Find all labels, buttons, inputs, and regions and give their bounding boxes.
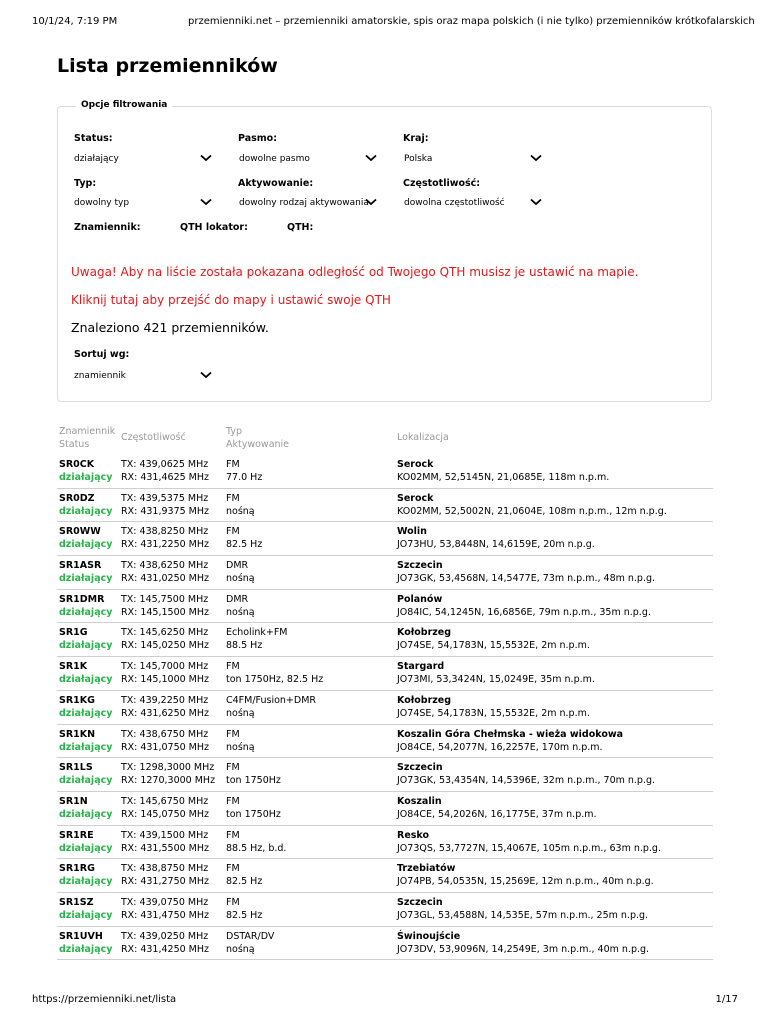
pasmo-label: Pasmo: — [238, 133, 277, 144]
callsign-link[interactable]: SR0CK — [59, 459, 95, 470]
location-details: JO73GK, 53,4568N, 14,5477E, 73m n.p.m., 48m n.p.g. — [397, 573, 656, 585]
print-date: 10/1/24, 7:19 PM — [32, 16, 118, 27]
tx-frequency: TX: 1298,3000 MHz — [121, 762, 215, 774]
kraj-select[interactable] — [404, 152, 542, 168]
location-name[interactable]: Serock — [397, 459, 434, 470]
callsign-cell — [59, 930, 112, 956]
location-cell — [397, 761, 655, 787]
aktywowanie-label: Aktywowanie: — [238, 178, 314, 189]
tx-frequency: TX: 438,8750 MHz — [121, 863, 209, 875]
znamiennik-label: Znamiennik: — [74, 222, 141, 233]
frequency-cell — [121, 862, 209, 888]
callsign-cell — [59, 593, 112, 619]
tx-frequency: TX: 145,7000 MHz — [121, 661, 209, 673]
activation: 88.5 Hz, b.d. — [226, 842, 287, 854]
location-details: JO73HU, 53,8448N, 14,6159E, 20m n.p.g. — [397, 539, 595, 551]
col-header-typ-aktywowanie[interactable] — [226, 425, 289, 451]
type-cell — [226, 896, 262, 922]
activation: 77.0 Hz — [226, 472, 263, 483]
frequency-cell — [121, 761, 215, 787]
typ-label: Typ: — [74, 178, 97, 189]
map-link[interactable]: Kliknij tutaj aby przejść do mapy i ustawić swoje QTH — [71, 293, 391, 307]
col-header-lokalizacja[interactable]: Lokalizacja — [397, 432, 449, 443]
callsign-link[interactable]: SR1UVH — [59, 930, 103, 942]
table-row[interactable] — [57, 792, 713, 826]
table-row[interactable] — [57, 657, 713, 691]
tx-frequency: TX: 438,6250 MHz — [121, 560, 209, 572]
rx-frequency: RX: 431,5500 MHz — [121, 842, 210, 854]
callsign-link[interactable]: SR1KN — [59, 728, 96, 740]
type-cell — [226, 862, 262, 888]
location-cell — [397, 458, 609, 484]
rx-frequency: RX: 431,6250 MHz — [121, 707, 210, 719]
frequency-cell — [121, 626, 209, 652]
location-details: JO74PB, 54,0535N, 15,2569E, 12m n.p.m., 40m n.p.g. — [397, 876, 654, 888]
pasmo-select-value: dowolne pasmo — [239, 154, 310, 164]
location-details: JO73DV, 53,9096N, 14,2549E, 3m n.p.m., 40m n.p.g. — [397, 943, 650, 955]
callsign-link[interactable]: SR1LS — [59, 762, 93, 774]
repeater-type: FM — [226, 795, 240, 807]
table-row[interactable] — [57, 489, 713, 523]
repeater-type: FM — [226, 526, 240, 538]
activation: 82.5 Hz — [226, 539, 263, 551]
tx-frequency: TX: 145,7500 MHz — [121, 593, 209, 605]
print-page-number: 1/17 — [715, 994, 738, 1005]
table-row[interactable] — [57, 623, 713, 657]
rx-frequency: RX: 431,0250 MHz — [121, 573, 210, 585]
rx-frequency: RX: 431,9375 MHz — [121, 505, 210, 517]
sort-label: Sortuj wg: — [74, 349, 130, 360]
aktywowanie-select-value: dowolny rodzaj aktywowania — [239, 198, 369, 208]
repeater-type: FM — [226, 762, 240, 774]
status-text: działający — [59, 909, 113, 921]
frequency-cell — [121, 930, 209, 956]
repeater-table-body — [57, 455, 713, 960]
czestotliwosc-select-value: dowolna częstotliwość — [404, 198, 505, 208]
status-text: działający — [59, 808, 113, 820]
callsign-link[interactable]: SR1KG — [59, 694, 95, 706]
location-name[interactable]: Szczecin — [397, 896, 443, 908]
rx-frequency: RX: 431,4750 MHz — [121, 909, 210, 921]
type-cell — [226, 492, 255, 518]
callsign-cell — [59, 795, 112, 821]
activation: 88.5 Hz — [226, 640, 263, 652]
tx-frequency: TX: 439,1500 MHz — [121, 829, 209, 841]
activation: ton 1750Hz — [226, 808, 281, 820]
location-cell — [397, 626, 590, 652]
callsign-cell — [59, 626, 112, 652]
location-name[interactable]: Koszalin Góra Chełmska - wieża widokowa — [397, 728, 624, 740]
location-cell — [397, 694, 590, 720]
status-text: działający — [59, 674, 113, 686]
callsign-cell — [59, 896, 112, 922]
location-cell — [397, 795, 597, 821]
rx-frequency: RX: 145,1500 MHz — [121, 606, 210, 618]
pasmo-select[interactable] — [239, 152, 377, 168]
frequency-cell — [121, 593, 209, 619]
filter-legend: Opcje filtrowania — [76, 100, 172, 110]
print-header — [32, 16, 755, 30]
col-header-znamiennik: Znamiennik — [59, 426, 116, 437]
frequency-cell — [121, 795, 209, 821]
type-cell — [226, 559, 255, 585]
type-cell — [226, 458, 262, 484]
table-row[interactable] — [57, 927, 713, 961]
type-cell — [226, 694, 316, 720]
table-row[interactable] — [57, 590, 713, 624]
status-text: działający — [59, 842, 113, 854]
location-name[interactable]: Polanów — [397, 593, 443, 605]
activation: 82.5 Hz — [226, 909, 263, 921]
table-row[interactable] — [57, 691, 713, 725]
location-cell — [397, 728, 623, 754]
activation: nośną — [226, 606, 255, 618]
table-row[interactable] — [57, 859, 713, 893]
status-select[interactable] — [74, 152, 212, 168]
callsign-link[interactable]: SR0WW — [59, 526, 101, 538]
col-header-czestotliwosc[interactable]: Częstotliwość — [121, 432, 186, 443]
location-name[interactable]: Kołobrzeg — [397, 627, 452, 639]
frequency-cell — [121, 559, 209, 585]
callsign-link[interactable]: SR1DMR — [59, 593, 105, 605]
aktywowanie-select[interactable] — [239, 196, 377, 212]
location-name[interactable]: Świnoujście — [397, 930, 461, 942]
activation: nośną — [226, 573, 255, 585]
location-details: KO02MM, 52,5145N, 21,0685E, 118m n.p.m. — [397, 472, 610, 483]
frequency-cell — [121, 492, 209, 518]
status-text: działający — [59, 539, 113, 551]
type-cell — [226, 829, 286, 855]
table-row[interactable] — [57, 455, 713, 489]
location-details: JO84CE, 54,2026N, 16,1775E, 37m n.p.m. — [397, 808, 597, 820]
activation: nośną — [226, 707, 255, 719]
tx-frequency: TX: 439,0625 MHz — [121, 459, 209, 470]
type-cell — [226, 626, 287, 652]
location-cell — [397, 896, 648, 922]
tx-frequency: TX: 438,8250 MHz — [121, 526, 209, 538]
status-text: działający — [59, 640, 113, 652]
type-cell — [226, 761, 281, 787]
table-row[interactable] — [57, 826, 713, 860]
location-name[interactable]: Serock — [397, 492, 434, 504]
status-text: działający — [59, 707, 113, 719]
rx-frequency: RX: 431,2750 MHz — [121, 876, 210, 888]
location-details: JO74SE, 54,1783N, 15,5532E, 2m n.p.m. — [397, 707, 590, 719]
callsign-link[interactable]: SR1RG — [59, 863, 95, 875]
repeater-type: FM — [226, 492, 240, 504]
location-cell — [397, 593, 651, 619]
location-name[interactable]: Wolin — [397, 526, 427, 538]
print-footer — [32, 994, 738, 1005]
type-cell — [226, 795, 281, 821]
col-header-znamiennik-status[interactable] — [59, 425, 115, 451]
qth-warning: Uwaga! Aby na liście została pokazana odległość od Twojego QTH musisz je ustawić na mapie. — [71, 265, 639, 279]
kraj-label: Kraj: — [403, 133, 429, 144]
location-cell — [397, 525, 595, 551]
location-name[interactable]: Koszalin — [397, 795, 442, 807]
location-name[interactable]: Szczecin — [397, 560, 443, 572]
frequency-cell — [121, 829, 209, 855]
status-label: Status: — [74, 133, 113, 144]
tx-frequency: TX: 439,2250 MHz — [121, 694, 209, 706]
frequency-cell — [121, 896, 209, 922]
repeater-type: FM — [226, 896, 240, 908]
col-header-status: Status — [59, 439, 90, 450]
activation: nośną — [226, 741, 255, 753]
callsign-cell — [59, 728, 112, 754]
tx-frequency: TX: 145,6250 MHz — [121, 627, 209, 639]
rx-frequency: RX: 1270,3000 MHz — [121, 775, 216, 787]
status-text: działający — [59, 741, 113, 753]
callsign-link[interactable]: SR1K — [59, 661, 88, 673]
frequency-cell — [121, 694, 209, 720]
location-details: JO84IC, 54,1245N, 16,6856E, 79m n.p.m., 35m n.p.g. — [397, 606, 651, 618]
results-count: Znaleziono 421 przemienników. — [71, 320, 269, 335]
tx-frequency: TX: 145,6750 MHz — [121, 795, 209, 807]
kraj-select-value: Polska — [404, 154, 433, 164]
chevron-down-icon — [365, 198, 377, 206]
rx-frequency: RX: 431,0750 MHz — [121, 741, 210, 753]
location-details: JO73MI, 53,3424N, 15,0249E, 35m n.p.m. — [397, 674, 595, 686]
table-row[interactable] — [57, 725, 713, 759]
typ-select-value: dowolny typ — [74, 198, 130, 208]
typ-select[interactable] — [74, 196, 212, 212]
location-details: JO84CE, 54,2077N, 16,2257E, 170m n.p.m. — [397, 741, 603, 753]
frequency-cell — [121, 728, 209, 754]
callsign-link[interactable]: SR1G — [59, 627, 88, 639]
callsign-cell — [59, 829, 112, 855]
repeater-type: FM — [226, 863, 240, 875]
rx-frequency: RX: 145,1000 MHz — [121, 674, 210, 686]
print-page-title: przemienniki.net – przemienniki amatorskie, spis oraz mapa polskich (i nie tylko) przemienników krótkofalarskich — [188, 16, 755, 27]
table-row[interactable] — [57, 758, 713, 792]
chevron-down-icon — [530, 198, 542, 206]
status-select-value: działający — [74, 154, 119, 164]
location-cell — [397, 862, 654, 888]
callsign-cell — [59, 660, 112, 686]
callsign-cell — [59, 492, 112, 518]
repeater-type: FM — [226, 728, 240, 740]
callsign-cell — [59, 761, 112, 787]
callsign-cell — [59, 559, 112, 585]
activation: 82.5 Hz — [226, 876, 263, 888]
status-text: działający — [59, 876, 113, 888]
location-cell — [397, 930, 649, 956]
callsign-link[interactable]: SR0DZ — [59, 492, 95, 504]
type-cell — [226, 593, 255, 619]
frequency-cell — [121, 660, 209, 686]
page-title: Lista przemienników — [57, 55, 278, 77]
rx-frequency: RX: 431,2250 MHz — [121, 539, 210, 551]
repeater-type: DMR — [226, 560, 249, 572]
callsign-cell — [59, 694, 112, 720]
col-header-aktywowanie: Aktywowanie — [226, 439, 290, 450]
location-cell — [397, 660, 595, 686]
chevron-down-icon — [200, 154, 212, 162]
location-details: KO02MM, 52,5002N, 21,0604E, 108m n.p.m., 12m n.p.g. — [397, 505, 667, 517]
rx-frequency: RX: 431,4625 MHz — [121, 472, 210, 483]
status-text: działający — [59, 775, 113, 787]
type-cell — [226, 930, 274, 956]
status-text: działający — [59, 573, 113, 585]
location-name[interactable]: Resko — [397, 829, 430, 841]
activation: ton 1750Hz — [226, 775, 281, 787]
status-text: działający — [59, 943, 113, 955]
tx-frequency: TX: 438,6750 MHz — [121, 728, 209, 740]
location-name[interactable]: Kołobrzeg — [397, 694, 452, 706]
chevron-down-icon — [200, 198, 212, 206]
filter-panel — [57, 106, 712, 402]
repeater-type: FM — [226, 829, 240, 841]
repeater-type: DMR — [226, 593, 249, 605]
type-cell — [226, 660, 323, 686]
status-text: działający — [59, 505, 113, 517]
tx-frequency: TX: 439,5375 MHz — [121, 492, 209, 504]
location-details: JO73GK, 53,4354N, 14,5396E, 32m n.p.m., 70m n.p.g. — [397, 775, 656, 787]
callsign-link[interactable]: SR1RE — [59, 829, 94, 841]
frequency-cell — [121, 458, 209, 484]
location-cell — [397, 492, 667, 518]
location-name[interactable]: Trzebiatów — [397, 863, 456, 875]
rx-frequency: RX: 145,0750 MHz — [121, 808, 210, 820]
table-row[interactable] — [57, 893, 713, 927]
rx-frequency: RX: 431,4250 MHz — [121, 943, 210, 955]
table-row[interactable] — [57, 556, 713, 590]
repeater-type: FM — [226, 459, 240, 470]
qth-label: QTH: — [287, 222, 314, 233]
frequency-cell — [121, 525, 209, 551]
chevron-down-icon — [200, 371, 212, 379]
activation: nośną — [226, 505, 255, 517]
callsign-cell — [59, 862, 112, 888]
chevron-down-icon — [530, 154, 542, 162]
repeater-type: C4FM/Fusion+DMR — [226, 694, 316, 706]
print-url: https://przemienniki.net/lista — [32, 994, 177, 1005]
czestotliwosc-select[interactable] — [404, 196, 542, 212]
repeater-type: DSTAR/DV — [226, 930, 275, 942]
status-text: działający — [59, 472, 113, 483]
location-details: JO74SE, 54,1783N, 15,5532E, 2m n.p.m. — [397, 640, 590, 652]
callsign-link[interactable]: SR1SZ — [59, 896, 94, 908]
type-cell — [226, 728, 255, 754]
location-details: JO73QS, 53,7727N, 15,4067E, 105m n.p.m., 63m n.p.g. — [397, 842, 661, 854]
type-cell — [226, 525, 262, 551]
table-row[interactable] — [57, 522, 713, 556]
location-name[interactable]: Stargard — [397, 661, 445, 673]
callsign-cell — [59, 525, 112, 551]
status-text: działający — [59, 606, 113, 618]
col-header-typ: Typ — [226, 426, 242, 437]
callsign-link[interactable]: SR1N — [59, 795, 88, 807]
callsign-link[interactable]: SR1ASR — [59, 560, 102, 572]
tx-frequency: TX: 439,0250 MHz — [121, 930, 209, 942]
rx-frequency: RX: 145,0250 MHz — [121, 640, 210, 652]
activation: nośną — [226, 943, 255, 955]
location-cell — [397, 829, 661, 855]
sort-select-value: znamiennik — [74, 371, 126, 381]
tx-frequency: TX: 439,0750 MHz — [121, 896, 209, 908]
location-name[interactable]: Szczecin — [397, 762, 443, 774]
callsign-cell — [59, 458, 112, 484]
qth-lokator-label: QTH lokator: — [180, 222, 248, 233]
sort-select[interactable] — [74, 369, 212, 385]
repeater-type: FM — [226, 661, 240, 673]
activation: ton 1750Hz, 82.5 Hz — [226, 674, 324, 686]
location-cell — [397, 559, 655, 585]
location-details: JO73GL, 53,4588N, 14,535E, 57m n.p.m., 25m n.p.g. — [397, 909, 649, 921]
chevron-down-icon — [365, 154, 377, 162]
repeater-type: Echolink+FM — [226, 627, 288, 639]
czestotliwosc-label: Częstotliwość: — [403, 178, 481, 189]
